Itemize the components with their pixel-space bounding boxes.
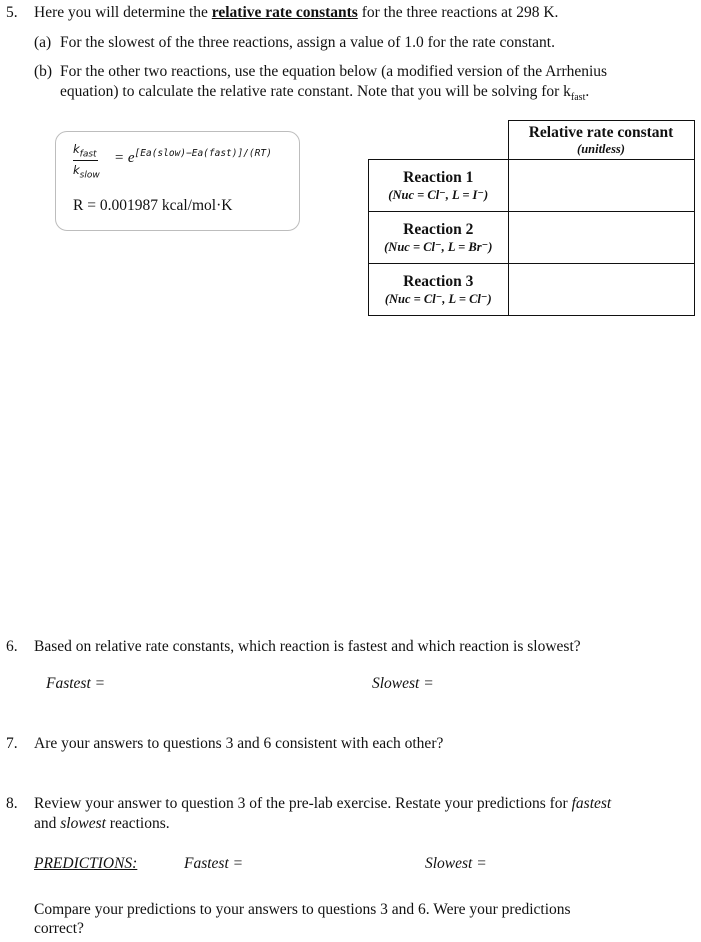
q8-slowest-word: slowest: [60, 815, 106, 832]
header-title: Relative rate constant: [528, 123, 674, 141]
q8-number: 8.: [6, 795, 18, 812]
k-den-sub: slow: [79, 170, 100, 181]
reaction-3-name: Reaction 3: [403, 272, 474, 290]
table-row: [369, 264, 695, 316]
q5a-text: For the slowest of the three reactions, assign a value of 1.0 for the rate constant.: [60, 34, 555, 51]
equation-equals: [114, 148, 272, 167]
reaction-1-detail: (Nuc = Cl⁻, L = I⁻): [388, 187, 489, 202]
q6-number: 6.: [6, 638, 18, 655]
k-den: k: [73, 163, 80, 178]
q8-line2: [34, 815, 170, 833]
fraction-denominator: [73, 163, 100, 180]
header-subtitle: (unitless): [577, 141, 625, 156]
q8-fastest-label: Fastest =: [184, 855, 244, 872]
q6-fastest-label: Fastest =: [46, 675, 106, 692]
reaction-1-value[interactable]: [508, 160, 694, 212]
reaction-3-value[interactable]: [508, 264, 694, 316]
fraction-numerator: [73, 142, 98, 161]
k-num-sub: fast: [79, 149, 97, 160]
q6-slowest-label: Slowest =: [372, 675, 434, 692]
equation-box: [55, 131, 300, 231]
reaction-2-cell: [369, 212, 509, 264]
q5b-line2-text: equation) to calculate the relative rate constant. Note that you will be solving for k: [60, 83, 571, 100]
q5b-subscript: fast: [570, 92, 586, 104]
q5-text: [34, 4, 558, 22]
q8-slowest-label: Slowest =: [425, 855, 487, 872]
q5a-label: (a): [34, 34, 52, 51]
q8-fastest-word: fastest: [571, 795, 612, 812]
q8-line2-and: and: [34, 815, 61, 832]
q5-text-bold: relative rate constants: [211, 4, 358, 21]
q8-line1: [34, 795, 611, 813]
table-header-blank: [369, 121, 509, 160]
q5b-text-line1: For the other two reactions, use the equation below (a modified version of the Arrhenius: [60, 63, 608, 80]
q5b-text-line2: [60, 83, 589, 103]
reaction-2-name: Reaction 2: [403, 220, 474, 238]
q8-line2-after: reactions.: [105, 815, 170, 832]
q5-text-after: for the three reactions at 298 K.: [357, 4, 559, 21]
q5-number: 5.: [6, 4, 18, 21]
q6-text: Based on relative rate constants, which reaction is fastest and which reaction is slowest?: [34, 638, 581, 655]
table-header: [508, 121, 694, 160]
q7-number: 7.: [6, 735, 18, 752]
q8-compare-line2: correct?: [34, 920, 84, 937]
relative-rate-table: [368, 120, 695, 316]
rate-fraction: [73, 142, 100, 181]
q8-compare-line1: Compare your predictions to your answers to questions 3 and 6. Were your predictions: [34, 901, 571, 918]
reaction-1-cell: [369, 160, 509, 212]
exponent: [Ea(slow)−Ea(fast)]/(RT): [134, 148, 272, 159]
reaction-1-name: Reaction 1: [403, 168, 474, 186]
reaction-2-detail: (Nuc = Cl⁻, L = Br⁻): [384, 239, 493, 254]
equals-e: = e: [114, 150, 135, 166]
q5-text-before: Here you will determine the: [34, 4, 212, 21]
k-num: k: [73, 142, 80, 156]
reaction-3-cell: [369, 264, 509, 316]
q5b-end: .: [585, 83, 590, 100]
predictions-label: PREDICTIONS:: [34, 855, 138, 872]
table-row: [369, 160, 695, 212]
table-row: [369, 212, 695, 264]
r-constant: R = 0.001987 kcal/mol·K: [73, 197, 233, 214]
q7-text: Are your answers to questions 3 and 6 consistent with each other?: [34, 735, 444, 752]
q8-line1-text: Review your answer to question 3 of the pre-lab exercise. Restate your predictions for: [34, 795, 572, 812]
reaction-3-detail: (Nuc = Cl⁻, L = Cl⁻): [384, 291, 492, 306]
q5b-label: (b): [34, 63, 53, 80]
reaction-2-value[interactable]: [508, 212, 694, 264]
